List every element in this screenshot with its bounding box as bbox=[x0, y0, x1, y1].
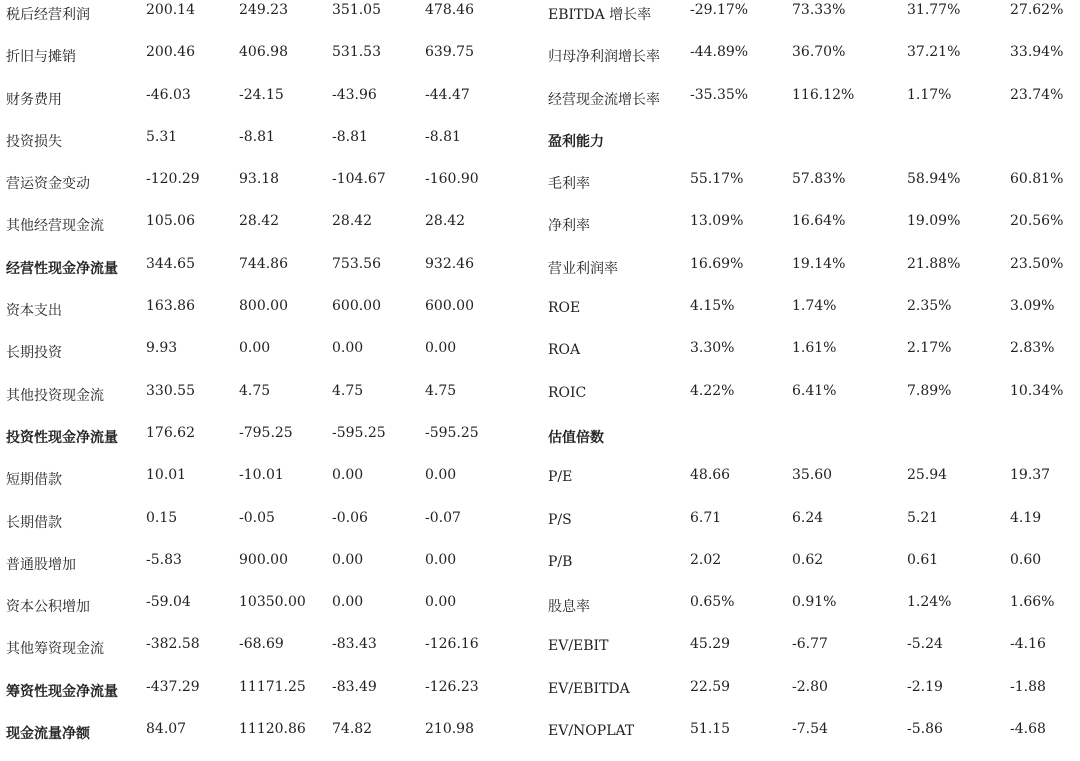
cash-flow-row bbox=[0, 508, 530, 550]
ratio-value-cell: 48.66 bbox=[690, 467, 731, 484]
ratio-value-cell: 27.62% bbox=[1010, 2, 1064, 18]
cash-flow-value-cell: -382.58 bbox=[146, 636, 200, 653]
ratio-value-cell: -2.80 bbox=[792, 678, 828, 695]
cash-flow-value-cell: 163.86 bbox=[146, 298, 195, 315]
ratio-value-cell: -5.86 bbox=[907, 721, 943, 738]
cash-flow-value-cell: 5.31 bbox=[146, 128, 178, 145]
ratio-value-cell: 4.19 bbox=[1010, 509, 1042, 526]
cash-flow-value-cell: 932.46 bbox=[425, 255, 474, 272]
ratio-row-label: ROIC bbox=[548, 384, 587, 401]
cash-flow-row bbox=[0, 550, 530, 592]
ratio-value-cell: 13.09% bbox=[690, 213, 744, 230]
ratio-row bbox=[540, 0, 1075, 42]
cash-flow-value-cell: 28.42 bbox=[332, 213, 373, 230]
ratio-value-cell: -6.77 bbox=[792, 636, 828, 653]
ratio-row-label: 毛利率 bbox=[548, 176, 590, 193]
cash-flow-value-cell: 406.98 bbox=[239, 44, 288, 61]
cash-flow-value-cell: -8.81 bbox=[332, 128, 368, 145]
ratio-row bbox=[540, 592, 1075, 634]
cash-flow-value-cell: -104.67 bbox=[332, 171, 386, 188]
cash-flow-row bbox=[0, 677, 530, 719]
ratio-value-cell: 4.15% bbox=[690, 298, 735, 315]
ratio-value-cell: 1.66% bbox=[1010, 594, 1055, 611]
ratio-row bbox=[540, 254, 1075, 296]
ratio-row-label: P/S bbox=[548, 511, 572, 528]
ratio-row-label: EBITDA 增长率 bbox=[548, 7, 652, 23]
ratio-value-cell: 19.37 bbox=[1010, 467, 1051, 484]
cash-flow-value-cell: 0.00 bbox=[332, 467, 364, 484]
ratio-row bbox=[540, 211, 1075, 253]
ratio-value-cell: 6.71 bbox=[690, 509, 722, 526]
cash-flow-value-cell: 10.01 bbox=[146, 467, 187, 484]
cash-flow-value-cell: 200.46 bbox=[146, 44, 195, 61]
cash-flow-value-cell: 210.98 bbox=[425, 721, 474, 738]
cash-flow-row bbox=[0, 465, 530, 507]
cash-flow-value-cell: 84.07 bbox=[146, 721, 187, 738]
cash-flow-value-cell: -5.83 bbox=[146, 551, 182, 568]
cash-flow-value-cell: 4.75 bbox=[239, 382, 271, 399]
cash-flow-value-cell: 900.00 bbox=[239, 551, 288, 568]
cash-flow-row bbox=[0, 719, 530, 761]
ratio-value-cell: 1.74% bbox=[792, 298, 837, 315]
cash-flow-value-cell: 10350.00 bbox=[239, 594, 306, 611]
cash-flow-value-cell: 0.00 bbox=[425, 594, 457, 611]
ratio-value-cell: 35.60 bbox=[792, 467, 833, 484]
ratio-value-cell: 57.83% bbox=[792, 171, 846, 188]
cash-flow-value-cell: 93.18 bbox=[239, 171, 280, 188]
cash-flow-value-cell: 28.42 bbox=[425, 213, 466, 230]
ratio-value-cell: 0.65% bbox=[690, 594, 735, 611]
ratio-value-cell: 19.09% bbox=[907, 213, 961, 230]
cash-flow-value-cell: 28.42 bbox=[239, 213, 280, 230]
ratio-value-cell: 0.60 bbox=[1010, 551, 1042, 568]
cash-flow-value-cell: 478.46 bbox=[425, 2, 474, 18]
ratio-row-label: 经营现金流增长率 bbox=[548, 91, 660, 108]
cash-flow-row-label: 税后经营利润 bbox=[6, 7, 90, 23]
cash-flow-row bbox=[0, 381, 530, 423]
ratio-value-cell: 55.17% bbox=[690, 171, 744, 188]
cash-flow-value-cell: -126.23 bbox=[425, 678, 479, 695]
ratio-row bbox=[540, 508, 1075, 550]
cash-flow-row bbox=[0, 211, 530, 253]
cash-flow-value-cell: 753.56 bbox=[332, 255, 381, 272]
cash-flow-value-cell: 0.00 bbox=[425, 467, 457, 484]
ratio-value-cell: 116.12% bbox=[792, 86, 855, 103]
ratio-value-cell: 5.21 bbox=[907, 509, 939, 526]
ratio-value-cell: 25.94 bbox=[907, 467, 948, 484]
ratio-value-cell: 6.41% bbox=[792, 382, 837, 399]
cash-flow-value-cell: 0.15 bbox=[146, 509, 178, 526]
ratio-row-label: EV/NOPLAT bbox=[548, 723, 635, 740]
cash-flow-value-cell: -120.29 bbox=[146, 171, 200, 188]
cash-flow-value-cell: -43.96 bbox=[332, 86, 377, 103]
ratio-value-cell: -2.19 bbox=[907, 678, 943, 695]
ratio-row-label: EV/EBIT bbox=[548, 638, 609, 655]
cash-flow-row bbox=[0, 127, 530, 169]
ratio-value-cell: 36.70% bbox=[792, 44, 846, 61]
ratio-row bbox=[540, 634, 1075, 676]
cash-flow-value-cell: 4.75 bbox=[332, 382, 364, 399]
cash-flow-row-label: 长期投资 bbox=[6, 345, 62, 362]
cash-flow-row-label: 其他投资现金流 bbox=[6, 387, 104, 404]
ratio-section-label: 盈利能力 bbox=[548, 133, 604, 150]
cash-flow-value-cell: -0.07 bbox=[425, 509, 461, 526]
cash-flow-value-cell: 744.86 bbox=[239, 255, 288, 272]
ratio-row bbox=[540, 169, 1075, 211]
cash-flow-value-cell: -8.81 bbox=[239, 128, 275, 145]
cash-flow-value-cell: 11171.25 bbox=[239, 678, 306, 695]
ratio-row-label: 净利率 bbox=[548, 218, 590, 235]
cash-flow-section-label: 现金流量净额 bbox=[6, 726, 90, 743]
ratio-row bbox=[540, 719, 1075, 761]
cash-flow-row bbox=[0, 254, 530, 296]
ratio-row-label: P/E bbox=[548, 469, 573, 486]
cash-flow-value-cell: 176.62 bbox=[146, 424, 195, 441]
cash-flow-value-cell: 4.75 bbox=[425, 382, 457, 399]
cash-flow-value-cell: 600.00 bbox=[332, 298, 381, 315]
ratio-value-cell: -4.68 bbox=[1010, 721, 1046, 738]
ratio-value-cell: 0.91% bbox=[792, 594, 837, 611]
cash-flow-row bbox=[0, 423, 530, 465]
cash-flow-section-label: 筹资性现金净流量 bbox=[6, 683, 118, 700]
cash-flow-value-cell: 639.75 bbox=[425, 44, 474, 61]
ratio-value-cell: 45.29 bbox=[690, 636, 731, 653]
ratio-value-cell: -5.24 bbox=[907, 636, 943, 653]
ratio-value-cell: 23.74% bbox=[1010, 86, 1064, 103]
cash-flow-value-cell: -595.25 bbox=[425, 424, 479, 441]
cash-flow-value-cell: -46.03 bbox=[146, 86, 191, 103]
cash-flow-value-cell: 11120.86 bbox=[239, 721, 306, 738]
cash-flow-section-label: 投资性现金净流量 bbox=[6, 429, 118, 446]
ratio-row bbox=[540, 338, 1075, 380]
ratio-value-cell: -35.35% bbox=[690, 86, 749, 103]
cash-flow-value-cell: 0.00 bbox=[332, 340, 364, 357]
ratio-row bbox=[540, 423, 1075, 465]
cash-flow-value-cell: -0.05 bbox=[239, 509, 275, 526]
cash-flow-row-label: 财务费用 bbox=[6, 91, 62, 108]
cash-flow-value-cell: -160.90 bbox=[425, 171, 479, 188]
ratio-row bbox=[540, 127, 1075, 169]
cash-flow-value-cell: 0.00 bbox=[425, 551, 457, 568]
ratio-row-label: P/B bbox=[548, 553, 573, 570]
ratio-row-label: EV/EBITDA bbox=[548, 680, 630, 697]
ratio-row bbox=[540, 42, 1075, 84]
ratio-row-label: 归母净利润增长率 bbox=[548, 49, 660, 66]
cash-flow-value-cell: -44.47 bbox=[425, 86, 470, 103]
ratio-value-cell: 51.15 bbox=[690, 721, 731, 738]
ratio-value-cell: 3.30% bbox=[690, 340, 735, 357]
ratio-value-cell: 20.56% bbox=[1010, 213, 1064, 230]
cash-flow-value-cell: -83.49 bbox=[332, 678, 377, 695]
ratio-value-cell: -29.17% bbox=[690, 2, 749, 18]
ratio-value-cell: -7.54 bbox=[792, 721, 828, 738]
cash-flow-row bbox=[0, 592, 530, 634]
ratio-value-cell: 4.22% bbox=[690, 382, 735, 399]
ratio-value-cell: 33.94% bbox=[1010, 44, 1064, 61]
ratio-value-cell: 73.33% bbox=[792, 2, 846, 18]
ratio-row-label: 股息率 bbox=[548, 599, 590, 616]
cash-flow-value-cell: 105.06 bbox=[146, 213, 195, 230]
cash-flow-panel bbox=[0, 0, 530, 761]
ratio-value-cell: 1.24% bbox=[907, 594, 952, 611]
cash-flow-row-label: 其他筹资现金流 bbox=[6, 641, 104, 658]
cash-flow-value-cell: -595.25 bbox=[332, 424, 386, 441]
cash-flow-row bbox=[0, 85, 530, 127]
cash-flow-row-label: 长期借款 bbox=[6, 514, 62, 531]
ratio-value-cell: 0.61 bbox=[907, 551, 939, 568]
ratio-row bbox=[540, 677, 1075, 719]
cash-flow-section-label: 经营性现金净流量 bbox=[6, 260, 118, 277]
cash-flow-value-cell: 9.93 bbox=[146, 340, 178, 357]
ratio-value-cell: 23.50% bbox=[1010, 255, 1064, 272]
ratio-row bbox=[540, 85, 1075, 127]
ratio-value-cell: 16.69% bbox=[690, 255, 744, 272]
ratio-value-cell: 2.35% bbox=[907, 298, 952, 315]
ratio-value-cell: -4.16 bbox=[1010, 636, 1046, 653]
cash-flow-value-cell: 0.00 bbox=[425, 340, 457, 357]
ratio-value-cell: 1.61% bbox=[792, 340, 837, 357]
cash-flow-value-cell: 249.23 bbox=[239, 2, 288, 18]
ratio-value-cell: 3.09% bbox=[1010, 298, 1055, 315]
ratio-value-cell: 6.24 bbox=[792, 509, 824, 526]
cash-flow-value-cell: -83.43 bbox=[332, 636, 377, 653]
cash-flow-value-cell: 344.65 bbox=[146, 255, 195, 272]
ratio-value-cell: 22.59 bbox=[690, 678, 731, 695]
cash-flow-value-cell: 330.55 bbox=[146, 382, 195, 399]
cash-flow-row bbox=[0, 296, 530, 338]
ratio-row bbox=[540, 465, 1075, 507]
ratio-row bbox=[540, 296, 1075, 338]
cash-flow-row-label: 折旧与摊销 bbox=[6, 49, 76, 66]
cash-flow-row-label: 资本支出 bbox=[6, 303, 62, 320]
ratio-row-label: ROA bbox=[548, 342, 581, 359]
ratio-value-cell: 58.94% bbox=[907, 171, 961, 188]
ratio-value-cell: 60.81% bbox=[1010, 171, 1064, 188]
cash-flow-value-cell: 531.53 bbox=[332, 44, 381, 61]
ratios-panel bbox=[540, 0, 1075, 761]
cash-flow-value-cell: 0.00 bbox=[239, 340, 271, 357]
cash-flow-value-cell: 0.00 bbox=[332, 594, 364, 611]
cash-flow-row bbox=[0, 42, 530, 84]
ratio-value-cell: 16.64% bbox=[792, 213, 846, 230]
ratio-row bbox=[540, 381, 1075, 423]
ratio-value-cell: 1.17% bbox=[907, 86, 952, 103]
ratio-value-cell: 2.02 bbox=[690, 551, 722, 568]
ratio-value-cell: 19.14% bbox=[792, 255, 846, 272]
cash-flow-row bbox=[0, 338, 530, 380]
ratio-value-cell: 37.21% bbox=[907, 44, 961, 61]
cash-flow-row-label: 营运资金变动 bbox=[6, 176, 90, 193]
ratio-value-cell: 31.77% bbox=[907, 2, 961, 18]
cash-flow-value-cell: -8.81 bbox=[425, 128, 461, 145]
ratio-row-label: ROE bbox=[548, 300, 581, 317]
cash-flow-value-cell: -68.69 bbox=[239, 636, 284, 653]
cash-flow-value-cell: 200.14 bbox=[146, 2, 195, 18]
cash-flow-value-cell: -437.29 bbox=[146, 678, 200, 695]
ratio-value-cell: 0.62 bbox=[792, 551, 824, 568]
cash-flow-row bbox=[0, 0, 530, 42]
cash-flow-value-cell: 0.00 bbox=[332, 551, 364, 568]
cash-flow-row-label: 其他经营现金流 bbox=[6, 218, 104, 235]
ratio-row-label: 营业利润率 bbox=[548, 260, 618, 277]
cash-flow-row-label: 资本公积增加 bbox=[6, 599, 90, 616]
cash-flow-value-cell: 351.05 bbox=[332, 2, 381, 18]
cash-flow-row-label: 普通股增加 bbox=[6, 556, 76, 573]
ratio-value-cell: 2.17% bbox=[907, 340, 952, 357]
cash-flow-value-cell: -59.04 bbox=[146, 594, 191, 611]
ratio-value-cell: 2.83% bbox=[1010, 340, 1055, 357]
ratio-row bbox=[540, 550, 1075, 592]
cash-flow-value-cell: 74.82 bbox=[332, 721, 373, 738]
ratio-value-cell: 7.89% bbox=[907, 382, 952, 399]
cash-flow-value-cell: -795.25 bbox=[239, 424, 293, 441]
cash-flow-value-cell: -10.01 bbox=[239, 467, 284, 484]
ratio-value-cell: 10.34% bbox=[1010, 382, 1064, 399]
cash-flow-row bbox=[0, 634, 530, 676]
cash-flow-value-cell: 800.00 bbox=[239, 298, 288, 315]
cash-flow-value-cell: -126.16 bbox=[425, 636, 479, 653]
ratio-section-label: 估值倍数 bbox=[548, 429, 604, 446]
cash-flow-value-cell: 600.00 bbox=[425, 298, 474, 315]
ratio-value-cell: 21.88% bbox=[907, 255, 961, 272]
cash-flow-row bbox=[0, 169, 530, 211]
cash-flow-value-cell: -24.15 bbox=[239, 86, 284, 103]
cash-flow-row-label: 投资损失 bbox=[6, 133, 62, 150]
ratio-value-cell: -1.88 bbox=[1010, 678, 1046, 695]
cash-flow-value-cell: -0.06 bbox=[332, 509, 368, 526]
ratio-value-cell: -44.89% bbox=[690, 44, 749, 61]
cash-flow-row-label: 短期借款 bbox=[6, 472, 62, 489]
